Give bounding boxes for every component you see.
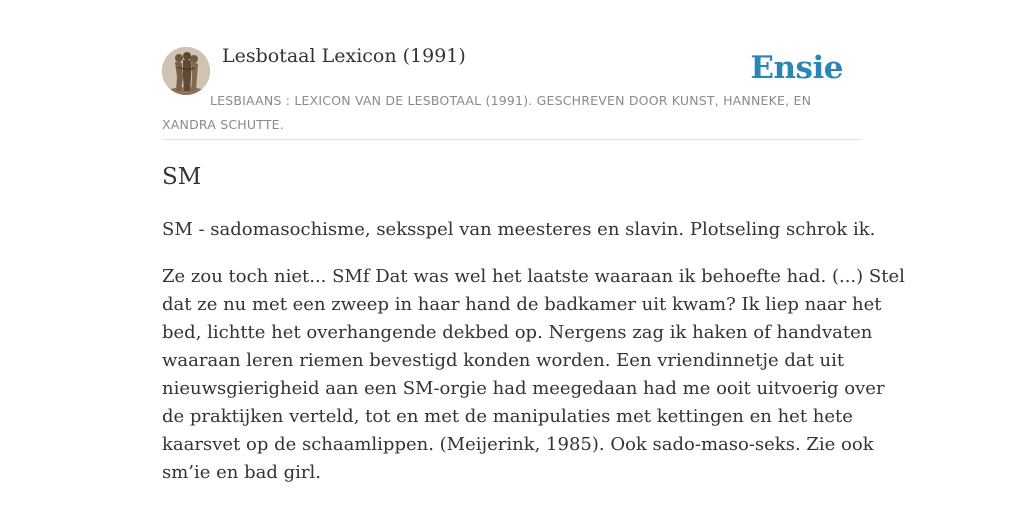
entry-title: SM: [162, 164, 202, 190]
entry-definition: SM - sadomasochisme, seksspel van meesteres en slavin. Plotseling schrok ik.: [162, 219, 876, 240]
body-line: dat ze nu met een zweep in haar hand de badkamer uit kwam? Ik liep naar het: [162, 294, 882, 315]
body-line: bed, lichtte het overhangende dekbed op. Nergens zag ik haken of handvaten: [162, 322, 873, 343]
source-description: LESBIAANS : LEXICON VAN DE LESBOTAAL (1991). GESCHREVEN DOOR KUNST, HANNEKE, EN XANDRA SCHUTTE.: [162, 93, 812, 132]
source-title[interactable]: Lesbotaal Lexicon (1991): [222, 45, 466, 67]
body-line: sm’ie en bad girl.: [162, 462, 321, 483]
entry-body: [162, 263, 905, 487]
sculpture-figures-icon: [162, 47, 210, 95]
body-line: de praktijken verteld, tot en met de manipulaties met kettingen en het hete: [162, 406, 853, 427]
body-line: waaraan leren riemen bevestigd konden worden. Een vriendinnetje dat uit: [162, 350, 845, 371]
body-line: nieuwsgierigheid aan een SM-orgie had meegedaan had me ooit uitvoerig over: [162, 378, 885, 399]
body-line: kaarsvet op de schaamlippen. (Meijerink, 1985). Ook sado-maso-seks. Zie ook: [162, 434, 874, 455]
brand-logo[interactable]: Ensie: [750, 50, 843, 86]
header-divider: [162, 139, 862, 140]
body-line: Ze zou toch niet... SMf Dat was wel het laatste waaraan ik behoefte had. (...) Stel: [162, 266, 905, 287]
source-avatar[interactable]: [162, 47, 210, 95]
